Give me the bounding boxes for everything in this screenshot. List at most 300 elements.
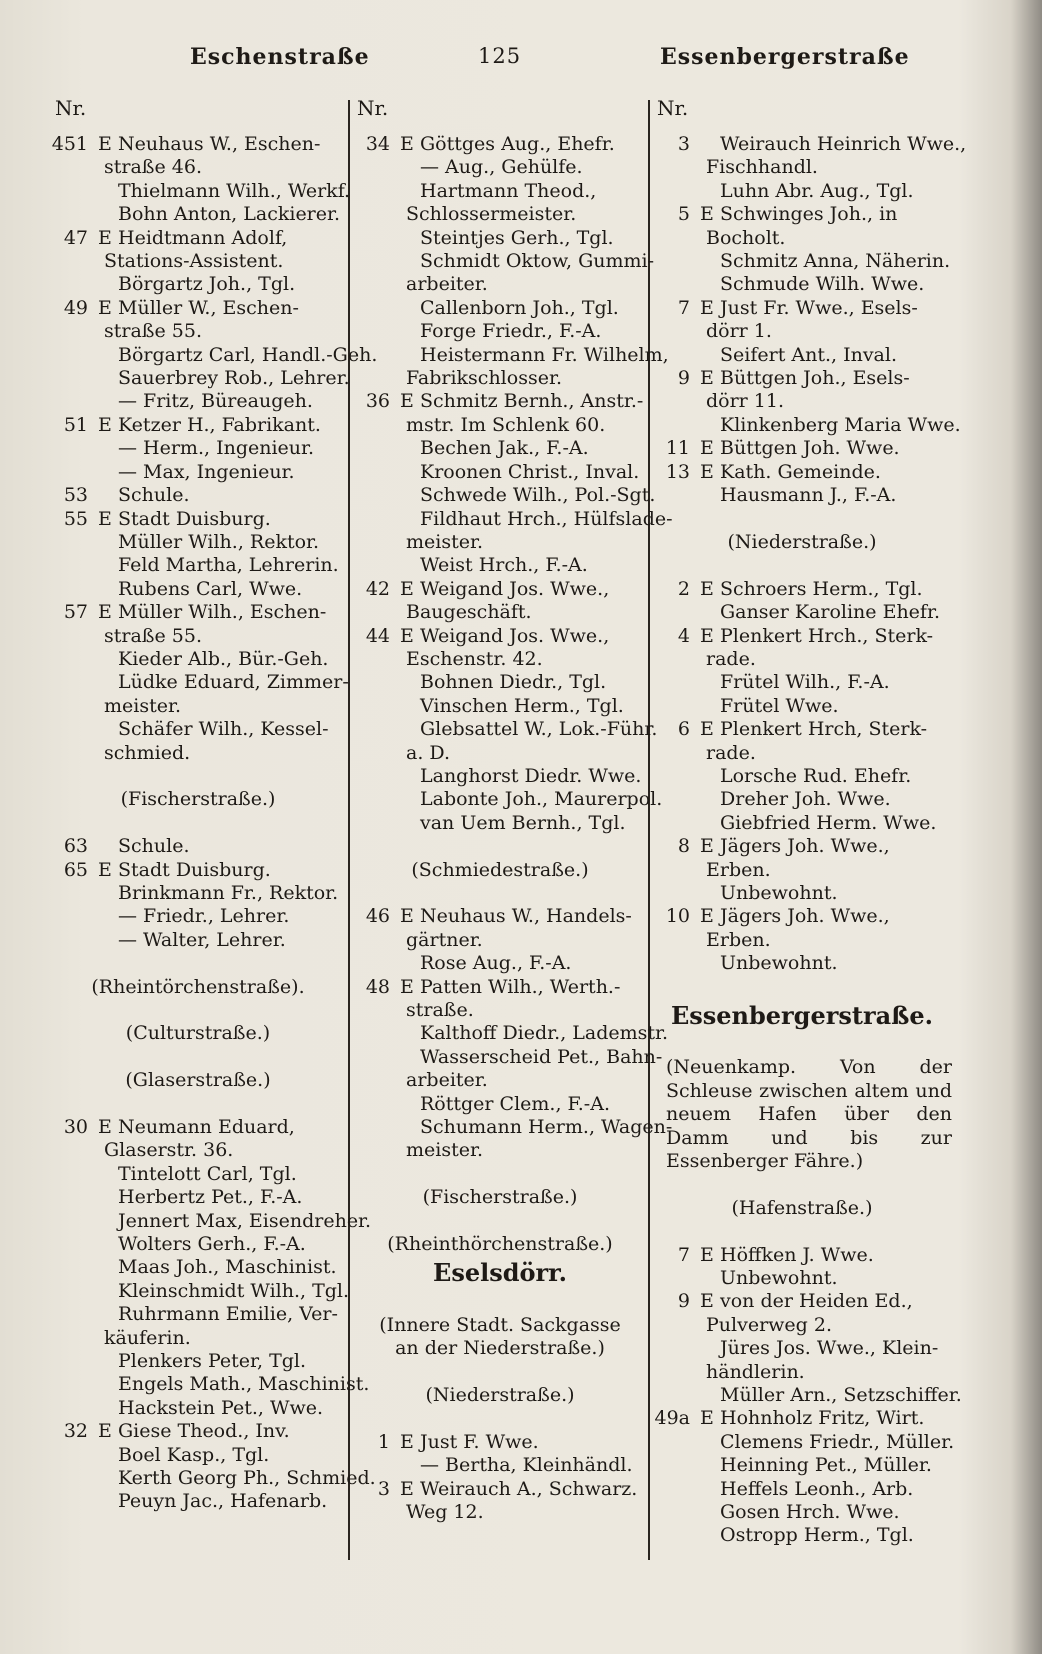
directory-entry <box>50 929 346 952</box>
entry-text: Erben. <box>706 858 771 881</box>
owner-mark: E <box>700 835 714 858</box>
entry-text: — Aug., Gehülfe. <box>420 156 583 179</box>
entry-text: Hackstein Pet., Wwe. <box>118 1396 324 1419</box>
entry-continuation <box>352 367 648 390</box>
directory-entry <box>352 695 648 718</box>
indent <box>352 1454 420 1477</box>
entry-text: — Max, Ingenieur. <box>118 460 295 483</box>
entry-text: Schroers Herm., Tgl. <box>720 577 923 600</box>
entry-text: Feld Martha, Lehrerin. <box>118 554 339 577</box>
entry-text: Neumann Eduard, <box>118 1115 295 1138</box>
entry-continuation <box>50 1139 346 1162</box>
house-number: 2 <box>677 577 690 600</box>
entry-text: Schwede Wilh., Pol.-Sgt. <box>420 484 656 507</box>
directory-entry <box>352 320 648 343</box>
indent <box>652 765 720 788</box>
owner-mark: E <box>98 1420 112 1443</box>
entry-text: Schule. <box>118 835 190 858</box>
entry-text: Schumann Herm., Wagen- <box>420 1116 673 1139</box>
entry-continuation <box>50 320 346 343</box>
entry-text: Glaserstr. 36. <box>104 1139 234 1162</box>
indent <box>50 273 118 296</box>
indent <box>352 1022 420 1045</box>
entry-continuation <box>50 156 346 179</box>
entry-text: Kieder Alb., Bür.-Geh. <box>118 647 329 670</box>
directory-entry <box>352 1454 648 1477</box>
indent <box>352 484 420 507</box>
entry-text: Kalthoff Diedr., Lademstr. <box>420 1022 669 1045</box>
entry-text: Höffken J. Wwe. <box>720 1243 874 1266</box>
directory-entry <box>50 297 346 320</box>
spacer <box>652 554 952 577</box>
entry-text: dörr 11. <box>706 390 785 413</box>
indent <box>352 671 420 694</box>
entry-text: Tintelott Carl, Tgl. <box>118 1162 297 1185</box>
directory-entry <box>352 812 648 835</box>
indent <box>50 461 118 484</box>
directory-entry <box>50 133 346 156</box>
owner-mark: E <box>98 413 112 436</box>
directory-entry <box>652 1384 962 1407</box>
directory-entry <box>652 952 952 975</box>
entry-text: Unbewohnt. <box>720 952 838 975</box>
indent <box>50 648 118 671</box>
cross-street-note: (Culturstraße.) <box>125 1022 271 1045</box>
entry-text: Fildhaut Hrch., Hülfslade- <box>420 507 673 530</box>
entry-continuation <box>50 742 346 765</box>
entry-text: Fischhandl. <box>706 156 818 179</box>
owner-mark: E <box>700 718 714 741</box>
owner-mark <box>700 133 720 156</box>
indent <box>50 1350 118 1373</box>
directory-entry <box>652 203 952 226</box>
indent <box>352 718 420 741</box>
entry-text: Unbewohnt. <box>720 881 838 904</box>
entry-text: Hausmann J., F.-A. <box>720 484 897 507</box>
entry-continuation <box>652 156 952 179</box>
page-number: 125 <box>478 44 522 68</box>
house-number: 34 <box>365 133 390 155</box>
entry-text: Jennert Max, Eisendreher. <box>118 1209 372 1232</box>
indent <box>352 1116 420 1139</box>
indent <box>50 1467 118 1490</box>
house-number: 49 <box>63 296 88 319</box>
indent <box>50 718 118 741</box>
indent <box>50 882 118 905</box>
indent <box>652 695 720 718</box>
entry-text: Erben. <box>706 928 771 951</box>
house-number: 6 <box>677 718 690 741</box>
house-number: 49a <box>654 1407 690 1430</box>
indent <box>50 344 118 367</box>
cross-street-note: (Niederstraße.) <box>727 530 877 553</box>
entry-text: Röttger Clem., F.-A. <box>420 1092 610 1115</box>
directory-entry <box>352 976 648 999</box>
entry-continuation <box>50 695 346 718</box>
indent <box>652 882 720 905</box>
entry-text: Jüres Jos. Wwe., Klein- <box>720 1337 939 1360</box>
directory-entry <box>652 344 952 367</box>
entry-text: Weigand Jos. Wwe., <box>420 624 610 647</box>
house-number: 47 <box>63 226 88 249</box>
directory-entry <box>50 227 346 250</box>
directory-entry <box>50 1279 350 1303</box>
directory-entry <box>50 437 346 460</box>
directory-entry <box>652 1267 952 1290</box>
house-number: 42 <box>365 577 390 600</box>
indent <box>652 1431 720 1454</box>
indent <box>652 484 720 507</box>
indent <box>50 1163 118 1186</box>
entry-text: Müller W., Eschen- <box>118 296 299 319</box>
indent <box>352 297 420 320</box>
directory-entry <box>50 390 346 413</box>
directory-entry <box>352 671 648 694</box>
entry-text: — Herm., Ingenieur. <box>118 437 315 460</box>
house-number: 13 <box>665 460 690 483</box>
indent <box>50 1303 118 1326</box>
cross-street-note: (Schmiedestraße.) <box>411 858 589 881</box>
cross-street-note: (Hafenstraße.) <box>731 1196 873 1219</box>
directory-entry <box>50 882 346 905</box>
entry-continuation <box>652 320 952 343</box>
entry-text: Börgartz Joh., Tgl. <box>118 273 296 296</box>
entry-text: Rubens Carl, Wwe. <box>118 577 303 600</box>
owner-mark: E <box>98 226 112 249</box>
directory-entry <box>352 343 669 367</box>
directory-entry <box>50 531 346 554</box>
entry-text: Lüdke Eduard, Zimmer- <box>118 671 349 694</box>
owner-mark: E <box>400 133 414 155</box>
directory-entry <box>652 250 952 273</box>
indent <box>652 671 720 694</box>
house-number: 1 <box>377 1430 390 1453</box>
entry-text: Neuhaus W., Eschen- <box>118 133 321 155</box>
directory-entry <box>50 1444 346 1467</box>
indent <box>352 320 420 343</box>
spacer <box>652 1173 952 1196</box>
directory-entry <box>352 718 658 741</box>
indent <box>652 250 720 273</box>
spacer <box>352 835 648 858</box>
directory-entry <box>50 1163 346 1186</box>
spacer <box>652 1033 952 1056</box>
spacer <box>652 976 952 999</box>
directory-entry <box>50 835 346 858</box>
directory-entry <box>652 718 952 741</box>
indent <box>652 344 720 367</box>
house-number: 44 <box>365 624 390 647</box>
entry-text: Schmude Wilh. Wwe. <box>720 273 925 296</box>
directory-entry <box>652 1337 952 1360</box>
entry-text: straße 46. <box>104 156 202 179</box>
indent <box>652 812 720 835</box>
indent <box>352 250 420 273</box>
entry-continuation <box>652 1314 952 1337</box>
spacer <box>352 882 648 905</box>
page-header <box>0 44 1042 84</box>
entry-continuation <box>50 1327 346 1350</box>
indent <box>50 1186 118 1209</box>
house-number: 46 <box>365 905 390 928</box>
spacer <box>352 1210 648 1233</box>
indent <box>50 1490 118 1513</box>
entry-text: rade. <box>706 647 756 670</box>
entry-text: — Fritz, Büreaugeh. <box>118 390 313 413</box>
entry-text: Heidtmann Adolf, <box>118 226 288 249</box>
entry-continuation <box>652 742 952 765</box>
indent <box>352 508 420 531</box>
owner-mark: E <box>400 905 414 928</box>
entry-text: Heffels Leonh., Arb. <box>720 1477 914 1500</box>
directory-entry <box>652 765 952 788</box>
directory-entry <box>652 1244 952 1267</box>
house-number: 7 <box>677 1243 690 1266</box>
entry-text: Just Fr. Wwe., Esels- <box>720 296 918 319</box>
directory-entry <box>652 601 952 624</box>
spacer <box>352 1361 648 1384</box>
directory-entry <box>352 250 655 273</box>
indent <box>50 905 118 928</box>
entry-continuation <box>652 859 952 882</box>
directory-entry <box>50 578 346 601</box>
owner-mark: E <box>700 577 714 600</box>
spacer <box>352 1407 648 1430</box>
entry-text: arbeiter. <box>406 1069 488 1092</box>
owner-mark: E <box>98 1115 112 1138</box>
entry-text: Ruhrmann Emilie, Ver- <box>118 1303 338 1326</box>
entry-continuation <box>352 1501 648 1524</box>
house-number: 36 <box>365 390 390 413</box>
directory-entry <box>352 484 656 507</box>
owner-mark <box>98 484 118 507</box>
entry-text: straße. <box>406 999 474 1021</box>
entry-text: Rose Aug., F.-A. <box>420 952 572 975</box>
indent <box>50 437 118 460</box>
directory-entry <box>352 1045 663 1069</box>
directory-entry <box>352 1093 648 1116</box>
cross-street-note: (Niederstraße.) <box>425 1384 575 1407</box>
indent <box>652 1384 720 1407</box>
entry-text: Bohn Anton, Lackierer. <box>118 203 341 226</box>
entry-text: Hohnholz Fritz, Wirt. <box>720 1407 925 1430</box>
indent <box>50 1444 118 1467</box>
directory-entry <box>652 461 952 484</box>
directory-entry <box>50 1186 346 1209</box>
spacer <box>50 999 346 1022</box>
entry-text: Fabrikschlosser. <box>406 367 562 390</box>
spacer <box>352 1163 648 1186</box>
directory-entry <box>50 1350 346 1373</box>
directory-entry <box>50 554 346 577</box>
directory-entry <box>352 578 648 601</box>
directory-entry <box>352 297 648 320</box>
entry-text: Stadt Duisburg. <box>118 858 271 881</box>
entry-text: Herbertz Pet., F.-A. <box>118 1186 303 1209</box>
entry-continuation <box>50 250 346 273</box>
entry-text: Bocholt. <box>706 226 786 249</box>
indent <box>652 1524 720 1547</box>
entry-text: Peuyn Jac., Hafenarb. <box>118 1490 328 1513</box>
entry-continuation <box>652 648 952 671</box>
indent <box>652 1337 720 1360</box>
entry-text: Hartmann Theod., <box>420 179 597 202</box>
owner-mark: E <box>98 858 112 881</box>
spacer <box>50 765 346 788</box>
cross-street-note: (Innere Stadt. Sackgasse <box>379 1313 621 1336</box>
directory-entry <box>50 718 346 741</box>
indent <box>352 812 420 835</box>
entry-text: Ketzer H., Fabrikant. <box>118 413 321 436</box>
entry-text: Pulverweg 2. <box>706 1313 832 1336</box>
entry-continuation <box>652 1361 952 1384</box>
indent <box>652 180 720 203</box>
directory-entry <box>352 625 648 648</box>
owner-mark: E <box>98 296 112 319</box>
directory-entry <box>652 1430 955 1454</box>
entry-text: Forge Friedr., F.-A. <box>420 320 602 343</box>
directory-entry <box>50 179 351 203</box>
spacer <box>50 812 346 835</box>
entry-text: Weist Hrch., F.-A. <box>420 554 588 577</box>
entry-text: Wolters Gerh., F.-A. <box>118 1233 306 1255</box>
directory-entry <box>352 437 648 460</box>
owner-mark: E <box>400 624 414 647</box>
entry-text: Ostropp Herm., Tgl. <box>720 1524 914 1547</box>
directory-entry <box>50 508 346 531</box>
indent <box>50 1280 118 1303</box>
entry-text: Stations-Assistent. <box>104 250 284 273</box>
house-number: 63 <box>63 835 88 858</box>
house-number: 4 <box>677 624 690 647</box>
house-number: 55 <box>63 507 88 530</box>
owner-mark: E <box>400 975 414 998</box>
entry-text: Büttgen Joh., Esels- <box>720 367 910 390</box>
entry-continuation <box>352 999 648 1022</box>
indent <box>652 1501 720 1524</box>
entry-text: Plenkert Hrch, Sterk- <box>720 718 928 741</box>
house-number: 9 <box>677 1290 690 1313</box>
owner-mark: E <box>700 203 714 226</box>
directory-entry <box>50 648 346 671</box>
directory-entry <box>50 601 346 624</box>
spacer <box>652 508 952 531</box>
entry-text: Lorsche Rud. Ehefr. <box>720 764 912 787</box>
owner-mark: E <box>700 460 714 483</box>
indent <box>652 414 720 437</box>
indent <box>652 601 720 624</box>
directory-entry <box>652 273 952 296</box>
entry-text: Clemens Friedr., Müller. <box>720 1430 955 1453</box>
owner-mark: E <box>700 1290 714 1313</box>
entry-text: Heinning Pet., Müller. <box>720 1454 932 1477</box>
directory-entry <box>652 1524 952 1547</box>
entry-text: Neuhaus W., Handels- <box>420 905 632 928</box>
owner-mark: E <box>700 437 714 460</box>
entry-continuation <box>652 227 952 250</box>
entry-text: Müller Wilh., Rektor. <box>118 530 320 553</box>
directory-entry <box>50 461 346 484</box>
column-divider-2 <box>648 100 650 1560</box>
entry-text: Müller Arn., Setzschiffer. <box>720 1384 962 1407</box>
owner-mark: E <box>400 1477 414 1500</box>
owner-mark: E <box>700 1407 714 1430</box>
entry-continuation <box>352 601 648 624</box>
cross-street-note: (Rheinthörchenstraße.) <box>387 1233 613 1256</box>
entry-text: straße 55. <box>104 624 202 647</box>
directory-entry <box>652 788 952 811</box>
entry-text: Börgartz Carl, Handl.-Geh. <box>118 343 378 366</box>
entry-text: Weirauch A., Schwarz. <box>420 1477 638 1500</box>
directory-entry <box>50 1209 372 1233</box>
entry-continuation <box>352 929 648 952</box>
entry-text: Boel Kasp., Tgl. <box>118 1443 270 1466</box>
indent <box>50 929 118 952</box>
directory-entry <box>50 203 346 226</box>
entry-text: arbeiter. <box>406 273 488 296</box>
indent <box>652 1267 720 1290</box>
directory-entry <box>352 227 648 250</box>
directory-entry <box>352 765 648 788</box>
entry-text: Schmitz Bernh., Anstr.- <box>420 390 644 413</box>
entry-text: straße 55. <box>104 320 202 343</box>
entry-continuation <box>352 414 648 437</box>
street-heading: Essenbergerstraße. <box>670 1000 934 1030</box>
indent <box>652 273 720 296</box>
entry-text: mstr. Im Schlenk 60. <box>406 413 606 436</box>
entry-text: Seifert Ant., Inval. <box>720 343 898 366</box>
entry-text: meister. <box>104 694 182 717</box>
entry-continuation <box>652 390 952 413</box>
house-number: 32 <box>63 1420 88 1443</box>
entry-text: Heistermann Fr. Wilhelm, <box>420 343 669 366</box>
indent <box>652 788 720 811</box>
entry-continuation <box>652 929 952 952</box>
entry-text: Schule. <box>118 484 190 507</box>
owner-mark: E <box>700 905 714 928</box>
directory-entry <box>652 484 952 507</box>
directory-entry <box>652 835 952 858</box>
directory-entry <box>352 1478 648 1501</box>
entry-text: Büttgen Joh. Wwe. <box>720 437 900 460</box>
entry-text: Weirauch Heinrich Wwe., <box>720 133 967 155</box>
street-heading: Eselsdörr. <box>433 1258 567 1288</box>
house-number: 51 <box>63 413 88 436</box>
entry-text: Thielmann Wilh., Werkf. <box>118 179 351 202</box>
owner-mark: E <box>98 507 112 530</box>
entry-continuation <box>352 531 648 554</box>
entry-text: Langhorst Diedr. Wwe. <box>420 764 642 787</box>
entry-text: van Uem Bernh., Tgl. <box>420 811 626 834</box>
directory-entry <box>50 343 378 367</box>
indent <box>652 1454 720 1477</box>
directory-entry <box>652 1454 952 1477</box>
entry-text: Müller Wilh., Eschen- <box>118 601 327 624</box>
indent <box>352 437 420 460</box>
entry-text: Kath. Gemeinde. <box>720 460 881 483</box>
entry-text: — Bertha, Kleinhändl. <box>420 1454 633 1477</box>
owner-mark: E <box>98 601 112 624</box>
indent <box>352 765 420 788</box>
entry-text: Schäfer Wilh., Kessel- <box>118 718 329 741</box>
indent <box>652 1478 720 1501</box>
directory-entry <box>652 367 952 390</box>
indent <box>50 1233 118 1256</box>
entry-text: Sauerbrey Rob., Lehrer. <box>118 367 350 390</box>
entry-text: schmied. <box>104 741 191 764</box>
entry-text: Jägers Joh. Wwe., <box>720 835 890 858</box>
directory-entry <box>352 788 663 811</box>
